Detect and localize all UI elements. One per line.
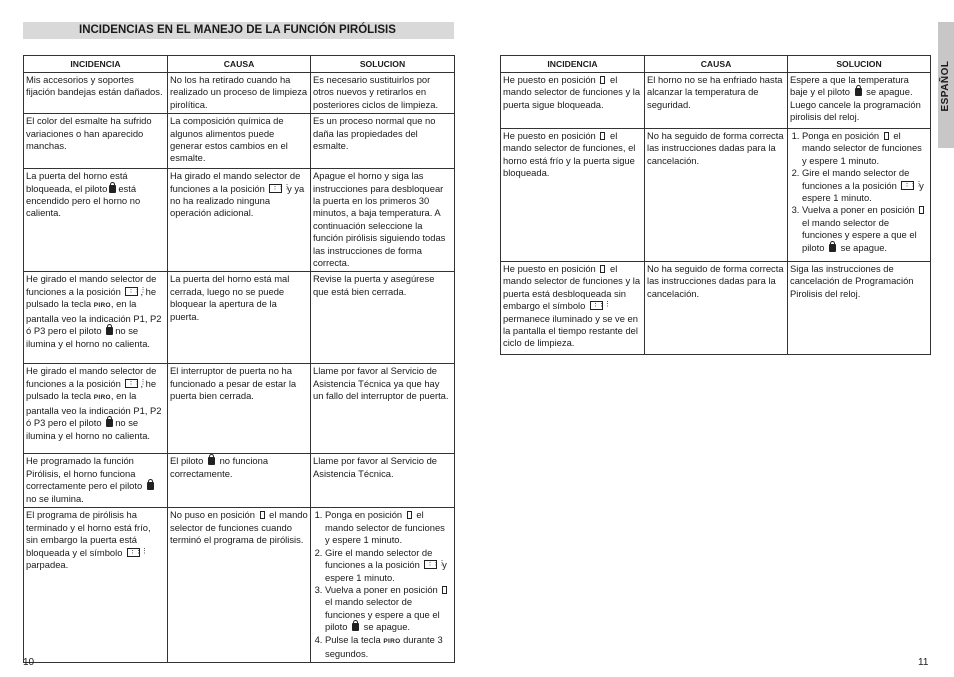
- troubleshooting-table-right: [500, 55, 931, 355]
- text: Ponga en posición: [802, 130, 880, 141]
- text: está encendido pero el horno no calienta.: [26, 182, 141, 219]
- pyrolysis-symbol-icon: [125, 287, 138, 296]
- text: El programa de pirólisis ha terminado y el horno está frío, sin embargo la puerta está bloqueada y el símbolo: [26, 509, 151, 558]
- text: parpadea.: [26, 559, 69, 571]
- text: He puesto en posición: [503, 263, 596, 274]
- list-item: [325, 584, 452, 634]
- lock-icon: [208, 457, 215, 465]
- text: el mando selector de funciones y la puerta está desbloqueada sin embargo el símbolo: [503, 263, 641, 312]
- incidencia-cell: [24, 364, 168, 454]
- page-number-right: 11: [918, 657, 929, 668]
- header-incidencia: INCIDENCIA: [24, 56, 168, 73]
- lock-icon: [106, 327, 113, 335]
- pyrolysis-symbol-icon: [269, 184, 282, 193]
- text: Pulse la tecla: [325, 633, 381, 645]
- solucion-cell: Apague el horno y siga las instrucciones para desbloquear la puerta en los primeros 30 minutos, a baja temperatura. A continuación seleccione la función pirólisis siguiendo todas las instrucciones de forma correcta.: [311, 169, 455, 272]
- table-row: [24, 272, 455, 364]
- solucion-cell: Revise la puerta y asegúrese que está bien cerrada.: [311, 272, 455, 364]
- text: El piloto: [170, 455, 204, 467]
- text: Ponga en posición: [325, 509, 403, 521]
- zero-position-icon: [919, 206, 924, 214]
- text: el mando selector de funciones y espere 1 minuto.: [325, 509, 445, 546]
- solution-steps: [313, 509, 452, 660]
- zero-position-icon: [884, 132, 889, 140]
- causa-cell: [168, 454, 311, 508]
- header-solucion: SOLUCION: [311, 56, 455, 73]
- causa-cell: [168, 169, 311, 272]
- table-header-row: [24, 56, 455, 73]
- text: el mando selector de funciones y espere a que el piloto: [802, 216, 917, 253]
- incidencia-cell: [24, 169, 168, 272]
- list-item: [325, 547, 452, 584]
- text: el mando selector de funciones y la puerta sigue bloqueada.: [503, 74, 641, 110]
- text: Ha girado el mando selector de funciones a la posición: [170, 170, 301, 194]
- list-item: [325, 509, 452, 546]
- table-row: [501, 262, 931, 355]
- causa-cell: No los ha retirado cuando ha realizado un proceso de limpieza pirolítica.: [168, 73, 311, 114]
- text: Vuelva a poner en posición: [802, 204, 915, 216]
- incidencia-cell: [24, 454, 168, 508]
- text: no se ilumina y el horno no calienta.: [26, 417, 151, 441]
- causa-cell: El horno no se ha enfriado hasta alcanzar la temperatura de seguridad.: [645, 73, 788, 129]
- causa-cell: El interruptor de puerta no ha funcionado a pesar de estar la puerta bien cerrada.: [168, 364, 311, 454]
- text: y ya no ha realizado ninguna operación adicional.: [170, 182, 305, 219]
- zero-position-icon: [260, 511, 265, 519]
- text: no se ilumina y el horno no calienta.: [26, 325, 151, 349]
- table-row: [24, 454, 455, 508]
- solucion-cell: Siga las instrucciones de cancelación de Programación Pirolisis del reloj.: [788, 262, 931, 355]
- lock-icon: [352, 623, 359, 631]
- text: Espere a que la temperatura baje y el piloto: [790, 74, 909, 98]
- lock-icon: [829, 244, 836, 252]
- text: Gire el mando selector de funciones a la posición: [325, 546, 433, 571]
- incidencia-cell: [24, 508, 168, 663]
- lock-icon: [855, 88, 862, 96]
- text: se apague.: [840, 241, 888, 253]
- text: el mando selector de funciones y espere 1 minuto.: [802, 130, 922, 166]
- table-row: [501, 129, 931, 262]
- pyrolysis-symbol-icon: [125, 379, 138, 388]
- causa-cell: La composición química de algunos alimentos puede generar estos cambios en el esmalte.: [168, 114, 311, 169]
- text: y espere 1 minuto.: [802, 179, 924, 204]
- text: , he pulsado la tecla: [26, 285, 157, 310]
- text: se apague.: [363, 621, 411, 633]
- pyrolysis-symbol-icon: [901, 181, 914, 190]
- zero-position-icon: [600, 265, 605, 273]
- pyrolysis-symbol-icon: [590, 301, 603, 310]
- list-item: [802, 204, 928, 254]
- text: el mando selector de funciones cuando terminó el programa de pirólisis.: [170, 509, 308, 546]
- table-row: [24, 169, 455, 272]
- header-incidencia: INCIDENCIA: [501, 56, 645, 73]
- text: durante 3 segundos.: [325, 633, 443, 659]
- incidencia-cell: [24, 272, 168, 364]
- solucion-cell: [788, 129, 931, 262]
- page-number-left: 10: [23, 657, 35, 668]
- text: He puesto en posición: [503, 130, 596, 141]
- solucion-cell: Es necesario sustituirlos por otros nuevos y retirarlos en posteriores ciclos de limpieza.: [311, 73, 455, 114]
- language-tab: [938, 22, 954, 148]
- header-causa: CAUSA: [168, 56, 311, 73]
- zero-position-icon: [442, 586, 447, 594]
- solution-steps: [790, 130, 928, 254]
- table-row: [24, 114, 455, 169]
- text: No puso en posición: [170, 509, 255, 521]
- zero-position-icon: [407, 511, 412, 519]
- solucion-cell: Llame por favor al Servicio de Asistencia Técnica ya que hay un fallo del interruptor de puerta.: [311, 364, 455, 454]
- text: He puesto en posición: [503, 74, 596, 85]
- incidencia-cell: [501, 262, 645, 355]
- list-item: [802, 130, 928, 167]
- solucion-cell: Llame por favor al Servicio de Asistencia Técnica.: [311, 454, 455, 508]
- text: , en la pantalla veo la indicación P1, P2 ó P3 pero el piloto: [26, 298, 162, 337]
- header-solucion: SOLUCION: [788, 56, 931, 73]
- text: y espere 1 minuto.: [325, 559, 447, 583]
- piro-key-label: PIRO: [383, 637, 401, 645]
- causa-cell: [168, 508, 311, 663]
- piro-key-label: PIRO: [93, 302, 111, 310]
- zero-position-icon: [600, 132, 605, 140]
- causa-cell: No ha seguido de forma correcta las instrucciones dadas para la cancelación.: [645, 262, 788, 355]
- table-row: [24, 508, 455, 663]
- header-causa: CAUSA: [645, 56, 788, 73]
- text: se apague. Luego cancele la programación pirolisis del reloj.: [790, 86, 921, 123]
- text: Gire el mando selector de funciones a la posición: [802, 167, 910, 191]
- incidencia-cell: Mis accesorios y soportes fijación bandejas están dañados.: [24, 73, 168, 114]
- causa-cell: La puerta del horno está mal cerrada, luego no se puede bloquear la apertura de la puerta.: [168, 272, 311, 364]
- pyrolysis-symbol-icon: [127, 548, 140, 557]
- text: La puerta del horno está bloqueada, el piloto: [26, 170, 128, 194]
- list-item: [325, 634, 452, 661]
- text: no funciona correctamente.: [170, 455, 269, 479]
- table-row: [24, 73, 455, 114]
- table-row: [501, 73, 931, 129]
- text: el mando selector de funciones y espere a que el piloto: [325, 596, 440, 633]
- text: He girado el mando selector de funciones a la posición: [26, 365, 157, 389]
- text: He girado el mando selector de funciones a la posición: [26, 273, 157, 297]
- text: He programado la función Pirólisis, el horno funciona correctamente pero el piloto: [26, 455, 143, 492]
- zero-position-icon: [600, 76, 605, 84]
- section-title: INCIDENCIAS EN EL MANEJO DE LA FUNCIÓN PIRÓLISIS: [23, 22, 454, 39]
- text: , en la pantalla veo la indicación P1, P2 ó P3 pero el piloto: [26, 390, 162, 429]
- solucion-cell: [788, 73, 931, 129]
- text: Vuelva a poner en posición: [325, 583, 438, 595]
- incidencia-cell: [501, 129, 645, 262]
- text: el mando selector de funciones, el horno está frío y la puerta sigue bloqueada.: [503, 130, 636, 179]
- lock-icon: [147, 482, 154, 490]
- table-row: [24, 364, 455, 454]
- troubleshooting-table-left: [23, 55, 455, 663]
- language-label: ESPAÑOL: [940, 60, 951, 112]
- causa-cell: No ha seguido de forma correcta las instrucciones dadas para la cancelación.: [645, 129, 788, 262]
- text: no se ilumina.: [26, 492, 84, 504]
- incidencia-cell: [501, 73, 645, 129]
- text: permanece iluminado y se ve en la pantalla el tiempo restante del ciclo de limpieza.: [503, 312, 638, 349]
- solucion-cell: [311, 508, 455, 663]
- table-header-row: [501, 56, 931, 73]
- solucion-cell: Es un proceso normal que no daña las propiedades del esmalte.: [311, 114, 455, 169]
- pyrolysis-symbol-icon: [424, 560, 437, 569]
- piro-key-label: PIRO: [93, 394, 111, 402]
- text: , he pulsado la tecla: [26, 377, 157, 402]
- incidencia-cell: El color del esmalte ha sufrido variaciones o han aparecido manchas.: [24, 114, 168, 169]
- lock-icon: [109, 185, 116, 193]
- lock-icon: [106, 419, 113, 427]
- list-item: [802, 167, 928, 204]
